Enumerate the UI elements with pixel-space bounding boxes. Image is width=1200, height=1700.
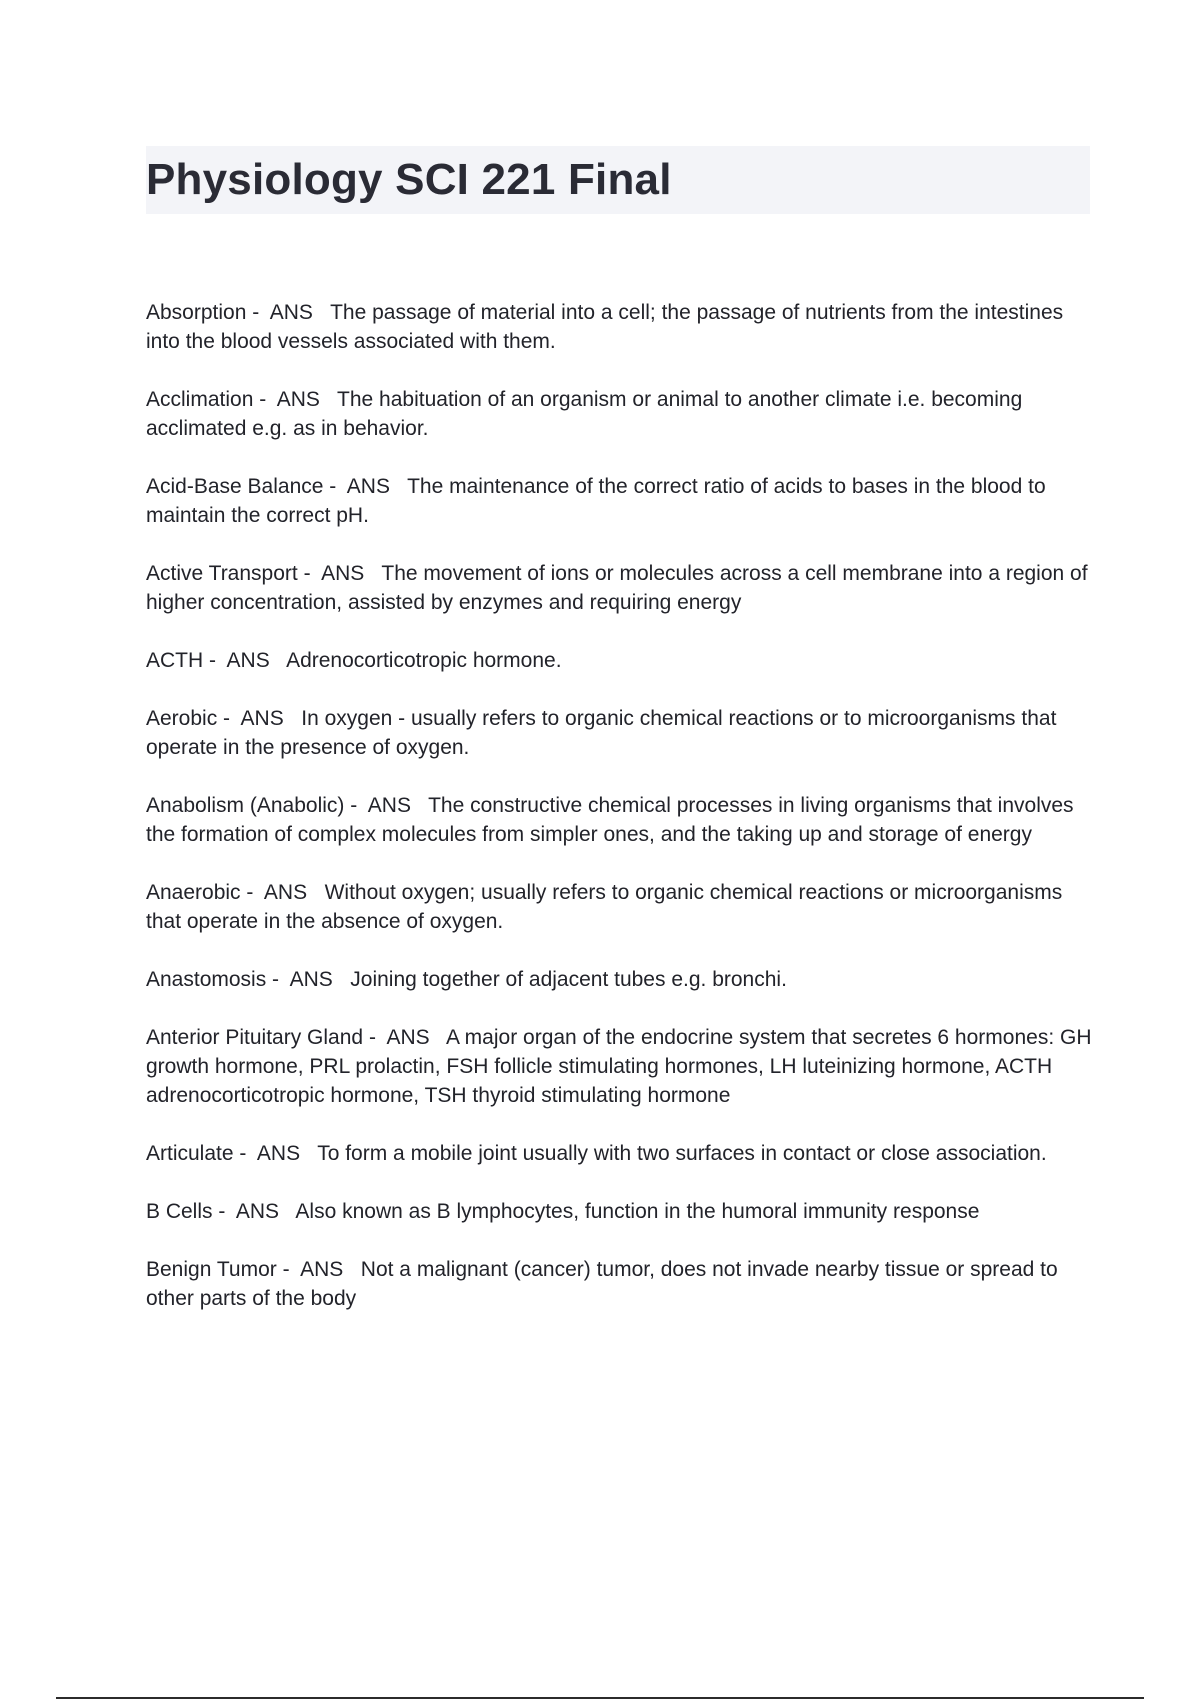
- entry-term: Anastomosis: [146, 968, 267, 991]
- entry-ans-label: ANS: [321, 562, 365, 585]
- list-item: B Cells - ANS Also known as B lymphocytes, function in the humoral immunity response: [146, 1200, 980, 1223]
- entry-ans-label: ANS: [240, 707, 284, 730]
- entry-ans-label: ANS: [256, 1142, 301, 1165]
- entry-ans-label: ANS: [276, 388, 320, 411]
- entry-ans-label: ANS: [300, 1258, 344, 1281]
- list-item: Absorption - ANS The passage of material into a cell; the passage of nutrients from the intestines into the blood vessels associated with them.: [146, 301, 1064, 353]
- footer-divider: [56, 1697, 1144, 1699]
- entry-definition: To form a mobile joint usually with two surfaces in contact or close association.: [317, 1142, 1047, 1165]
- entry-definition: A major organ of the endocrine system that secretes 6 hormones: GH growth hormone, PRL prolactin, FSH follicle stimulating hormones, LH luteinizing hormone, ACTH adrenocorticotropic hormone, TSH thyroid stimulating hormone: [146, 1026, 1092, 1107]
- entry-term: Anabolism (Anabolic): [146, 794, 345, 817]
- title-band: [146, 146, 1090, 214]
- list-item: Articulate - ANS To form a mobile joint usually with two surfaces in contact or close association.: [146, 1142, 1047, 1165]
- entry-definition: The constructive chemical processes in living organisms that involves the formation of complex molecules from simpler ones, and the taking up and storage of energy: [146, 794, 1074, 846]
- list-item: Acclimation - ANS The habituation of an organism or animal to another climate i.e. becoming acclimated e.g. as in behavior.: [146, 388, 1023, 440]
- entry-list: [146, 298, 1096, 1342]
- entry-term: Aerobic: [146, 707, 218, 730]
- entry-definition: Also known as B lymphocytes, function in the humoral immunity response: [295, 1200, 980, 1223]
- entry-definition: The maintenance of the correct ratio of acids to bases in the blood to maintain the correct pH.: [146, 475, 1046, 527]
- entry-ans-label: ANS: [346, 475, 390, 498]
- list-item: Active Transport - ANS The movement of ions or molecules across a cell membrane into a region of higher concentration, assisted by enzymes and requiring energy: [146, 562, 1088, 614]
- entry-definition: Adrenocorticotropic hormone.: [286, 649, 562, 672]
- entry-definition: The habituation of an organism or animal to another climate i.e. becoming acclimated e.g. as in behavior.: [146, 388, 1023, 440]
- entry-definition: The passage of material into a cell; the passage of nutrients from the intestines into the blood vessels associated with them.: [146, 301, 1064, 353]
- list-item: Anterior Pituitary Gland - ANS A major organ of the endocrine system that secretes 6 hormones: GH growth hormone, PRL prolactin, FSH follicle stimulating hormones, LH luteinizing hormone, ACTH adrenocorticotropic hormone, TSH thyroid stimulating hormone: [146, 1026, 1092, 1107]
- entry-term: Active Transport: [146, 562, 298, 585]
- entry-definition: Without oxygen; usually refers to organic chemical reactions or microorganisms that operate in the absence of oxygen.: [146, 881, 1063, 933]
- entry-ans-label: ANS: [289, 968, 333, 991]
- entry-term: Benign Tumor: [146, 1258, 277, 1281]
- entry-ans-label: ANS: [386, 1026, 430, 1049]
- entry-definition: In oxygen - usually refers to organic chemical reactions or to microorganisms that operate in the presence of oxygen.: [146, 707, 1057, 759]
- entry-term: Articulate: [146, 1142, 234, 1165]
- entry-ans-label: ANS: [235, 1200, 280, 1223]
- entry-term: B Cells: [146, 1200, 213, 1223]
- list-item: Aerobic - ANS In oxygen - usually refers to organic chemical reactions or to microorganisms that operate in the presence of oxygen.: [146, 707, 1057, 759]
- entry-definition: The movement of ions or molecules across a cell membrane into a region of higher concentration, assisted by enzymes and requiring energy: [146, 562, 1088, 614]
- entry-ans-label: ANS: [263, 881, 308, 904]
- entry-term: Acclimation: [146, 388, 254, 411]
- entry-definition: Not a malignant (cancer) tumor, does not invade nearby tissue or spread to other parts of the body: [146, 1258, 1058, 1310]
- entry-term: Anaerobic: [146, 881, 241, 904]
- list-item: Acid-Base Balance - ANS The maintenance of the correct ratio of acids to bases in the blood to maintain the correct pH.: [146, 475, 1046, 527]
- entry-term: Acid-Base Balance: [146, 475, 324, 498]
- entry-term: ACTH: [146, 649, 204, 672]
- list-item: Anaerobic - ANS Without oxygen; usually refers to organic chemical reactions or microorganisms that operate in the absence of oxygen.: [146, 881, 1063, 933]
- entry-ans-label: ANS: [269, 301, 313, 324]
- entry-term: Anterior Pituitary Gland: [146, 1026, 364, 1049]
- list-item: Benign Tumor - ANS Not a malignant (cancer) tumor, does not invade nearby tissue or spread to other parts of the body: [146, 1258, 1058, 1310]
- list-item: ACTH - ANS Adrenocorticotropic hormone.: [146, 649, 562, 672]
- entry-term: Absorption: [146, 301, 247, 324]
- list-item: Anabolism (Anabolic) - ANS The constructive chemical processes in living organisms that involves the formation of complex molecules from simpler ones, and the taking up and storage of energy: [146, 794, 1074, 846]
- entry-ans-label: ANS: [226, 649, 270, 672]
- entry-definition: Joining together of adjacent tubes e.g. bronchi.: [350, 968, 787, 991]
- page-title: Physiology SCI 221 Final: [146, 155, 672, 204]
- entry-ans-label: ANS: [367, 794, 411, 817]
- list-item: Anastomosis - ANS Joining together of adjacent tubes e.g. bronchi.: [146, 968, 787, 991]
